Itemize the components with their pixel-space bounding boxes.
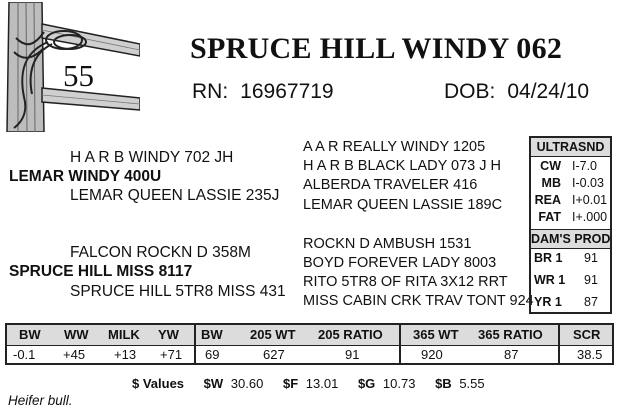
ultrasound-row — [531, 210, 610, 228]
epd-header: SCR — [573, 327, 601, 342]
epd-value: -0.1 — [13, 347, 36, 362]
epd-value: +13 — [114, 347, 137, 362]
ultrasound-title: ULTRASND — [531, 138, 610, 157]
dollar-value-label: $G — [357, 376, 376, 391]
dams-prod-title: DAM'S PROD — [531, 229, 610, 249]
pedigree-gen3-item: RITO 5TR8 OF RITA 3X12 RRT — [303, 274, 508, 290]
registration-number — [192, 80, 334, 104]
dams-prod-row — [531, 273, 610, 291]
ultrasound-row — [531, 176, 610, 194]
pedigree-gen3-item: BOYD FOREVER LADY 8003 — [303, 255, 497, 271]
table-divider — [558, 325, 560, 363]
ultrasound-label: MB — [541, 176, 561, 190]
epd-header: 205 RATIO — [318, 327, 383, 342]
epd-header: YW — [158, 327, 179, 342]
dollar-value: 13.01 — [305, 376, 339, 391]
dams-prod-value: 91 — [584, 251, 598, 265]
pedigree-gen3-item: ALBERDA TRAVELER 416 — [303, 177, 478, 193]
epd-header: 205 WT — [250, 327, 296, 342]
dollar-value-label: $W — [203, 376, 224, 391]
dams-prod-label: WR 1 — [534, 273, 566, 287]
dam: SPRUCE HILL MISS 8117 — [9, 263, 193, 280]
dollar-value-label: $F — [282, 376, 299, 391]
dob-label: DOB: — [444, 80, 496, 103]
epd-value: 38.5 — [577, 347, 603, 362]
epd-value: +71 — [160, 347, 183, 362]
epd-value: 627 — [263, 347, 285, 362]
epd-value: 920 — [421, 347, 443, 362]
pedigree-gen3-item: H A R B BLACK LADY 073 J H — [303, 158, 501, 174]
ultrasound-label: CW — [540, 159, 561, 173]
table-divider — [399, 325, 401, 363]
epd-header: WW — [64, 327, 89, 342]
date-of-birth — [444, 80, 589, 104]
dams-prod-label: BR 1 — [534, 251, 563, 265]
dollar-value-label: $B — [435, 376, 452, 391]
ultrasound-value: I+0.01 — [572, 193, 608, 207]
epd-table — [5, 323, 614, 365]
ultrasound-label: FAT — [538, 210, 561, 224]
epd-value: 91 — [345, 347, 360, 362]
epd-header: 365 RATIO — [478, 327, 543, 342]
pedigree-gen3-item: A A R REALLY WINDY 1205 — [303, 139, 486, 155]
epd-header: BW — [201, 327, 223, 342]
pedigree-gen3-item: MISS CABIN CRK TRAV TONT 924 — [303, 293, 534, 309]
animal-name: SPRUCE HILL WINDY 062 — [190, 32, 563, 65]
epd-header: BW — [19, 327, 41, 342]
sire-sire: H A R B WINDY 702 JH — [70, 149, 234, 166]
footnote: Heifer bull. — [8, 393, 73, 408]
dollar-value: 5.55 — [459, 376, 485, 391]
dam-sire: FALCON ROCKN D 358M — [70, 244, 251, 261]
sire-dam: LEMAR QUEEN LASSIE 235J — [70, 187, 280, 204]
lot-number: 55 — [63, 58, 94, 93]
dams-prod-row — [531, 251, 610, 269]
epd-value: +45 — [63, 347, 86, 362]
dams-prod-value: 87 — [584, 295, 598, 309]
ultrasound-label: REA — [534, 193, 561, 207]
table-divider — [194, 325, 196, 363]
dams-prod-value: 91 — [584, 273, 598, 287]
ultrasound-row — [531, 159, 610, 177]
ultrasound-row — [531, 193, 610, 211]
epd-value: 69 — [205, 347, 220, 362]
dollar-value: 30.60 — [230, 376, 264, 391]
pedigree-gen3-item: LEMAR QUEEN LASSIE 189C — [303, 197, 503, 213]
epd-header: 365 WT — [413, 327, 459, 342]
dam-dam: SPRUCE HILL 5TR8 MISS 431 — [70, 283, 286, 300]
epd-header: MILK — [108, 327, 140, 342]
dollar-values-label: $ Values — [132, 376, 185, 391]
dams-prod-row — [531, 295, 610, 313]
dollar-value: 10.73 — [382, 376, 416, 391]
rn-value: 16967719 — [240, 80, 334, 103]
pedigree-gen3-item: ROCKN D AMBUSH 1531 — [303, 236, 472, 252]
rn-label: RN: — [192, 80, 229, 103]
dams-prod-label: YR 1 — [534, 295, 562, 309]
dollar-values — [132, 376, 485, 391]
dob-value: 04/24/10 — [507, 80, 590, 103]
ultrasound-value: I-7.0 — [572, 159, 598, 173]
ultrasound-value: I+.000 — [572, 210, 608, 224]
ultrasound-dams-prod-panel — [529, 136, 612, 314]
sire: LEMAR WINDY 400U — [9, 168, 162, 185]
epd-value: 87 — [504, 347, 519, 362]
ultrasound-value: I-0.03 — [572, 176, 604, 190]
